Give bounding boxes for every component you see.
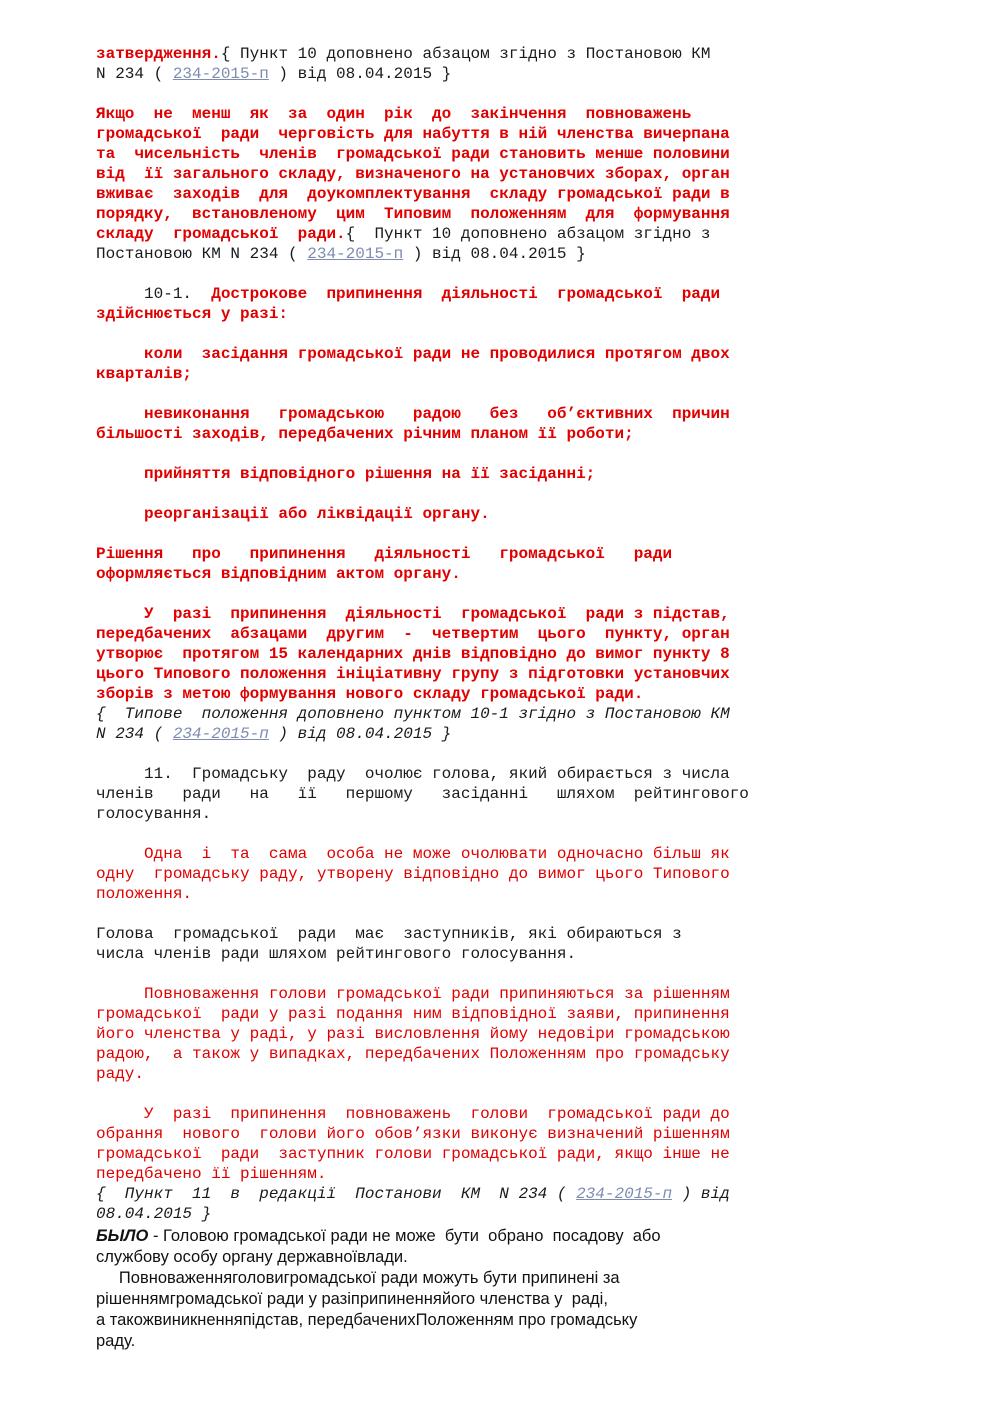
text-line: радою, а також у випадках, передбачених Положенням про громадську xyxy=(96,1045,730,1063)
old-text: - Головою громадської ради не може бути обрано посадову або xyxy=(148,1227,661,1245)
text-line: голосування. xyxy=(96,805,212,823)
text-line: коли засідання громадської ради не проводилися протягом двох xyxy=(96,345,730,363)
resolution-link[interactable]: 234-2015-п xyxy=(576,1185,673,1203)
note-text: Постановою КМ N 234 ( xyxy=(96,245,308,263)
text-line: раду. xyxy=(96,1065,145,1083)
old-version-line: а такожвиникненняпідстав, передбаченихПоложенням про громадську xyxy=(96,1311,638,1329)
paragraph-10-tail xyxy=(96,44,711,64)
text-line: здійснюється у разі: xyxy=(96,305,289,323)
text-line: прийняття відповідного рішення на її засіданні; xyxy=(96,465,596,483)
text-line: утворює протягом 15 календарних днів відповідно до вимог пункту 8 xyxy=(96,645,730,663)
bold-fragment: Дострокове припинення діяльності громадської ради xyxy=(211,285,721,303)
text-line: оформляється відповідним актом органу. xyxy=(96,565,461,583)
note-text: { Пункт 11 в редакції Постанови КМ N 234 ( xyxy=(96,1185,577,1203)
text-line: громадської ради заступник голови громадської ради, якщо інше не xyxy=(96,1145,730,1163)
text-line: членів ради на її першому засіданні шляхом рейтингового xyxy=(96,785,749,803)
amendment-note: { Пункт 10 доповнено абзацом згідно з Постановою КМ xyxy=(220,45,711,63)
clause-number: 10-1. xyxy=(96,285,212,303)
amendment-note-line xyxy=(96,724,451,744)
text-line: обрання нового голови його обов’язки виконує визначений рішенням xyxy=(96,1125,730,1143)
text-line: Повноваження голови громадської ради припиняються за рішенням xyxy=(96,985,730,1003)
text-line xyxy=(96,224,711,244)
note-text: N 234 ( xyxy=(96,65,173,83)
old-version-line: раду. xyxy=(96,1332,136,1350)
text-line: передбачено її рішенням. xyxy=(96,1165,327,1183)
text-line: одну громадську раду, утворену відповідно до вимог цього Типового xyxy=(96,865,730,883)
text-line: громадської ради у разі подання ним відповідної заяви, припинення xyxy=(96,1005,730,1023)
note-text: ) від xyxy=(672,1185,730,1203)
amendment-note: { Пункт 10 доповнено абзацом згідно з xyxy=(345,225,711,243)
text-line: громадської ради черговість для набуття в ній членства вичерпана xyxy=(96,125,730,143)
text-line: кварталів; xyxy=(96,365,193,383)
text-line: Голова громадської ради має заступників, які обираються з xyxy=(96,925,682,943)
text-line: більшості заходів, передбачених річним планом її роботи; xyxy=(96,425,634,443)
amendment-note-line xyxy=(96,64,451,84)
paragraph-10-1-heading xyxy=(96,284,720,304)
old-version-line: службову особу органу державноївлади. xyxy=(96,1248,408,1266)
bold-fragment: складу громадської ради. xyxy=(96,225,346,243)
text-line: цього Типового положення ініціативну групу з підготовки установчих xyxy=(96,665,730,683)
old-version-line: рішеннямгромадської ради у разіприпиненняйого членства у раді, xyxy=(96,1290,608,1308)
text-line: положення. xyxy=(96,885,193,903)
old-version-line xyxy=(96,1226,661,1247)
text-line: Рішення про припинення діяльності громадської ради xyxy=(96,545,673,563)
note-text: ) від 08.04.2015 } xyxy=(268,725,452,743)
text-line: У разі припинення діяльності громадської ради з підстав, xyxy=(96,605,730,623)
text-line: його членства у раді, у разі висловлення йому недовіри громадською xyxy=(96,1025,730,1043)
amendment-note: 08.04.2015 } xyxy=(96,1205,212,1223)
text-line: передбачених абзацами другим - четвертим цього пункту, орган xyxy=(96,625,730,643)
note-text: ) від 08.04.2015 } xyxy=(268,65,452,83)
text-line: Якщо не менш як за один рік до закінчення повноважень xyxy=(96,105,692,123)
text-line: Одна і та сама особа не може очолювати одночасно більш як xyxy=(96,845,730,863)
text-line: реорганізації або ліквідації органу. xyxy=(96,505,490,523)
amendment-note-line xyxy=(96,244,586,264)
old-version-label: БЫЛО xyxy=(96,1227,149,1245)
text-line: від її загального складу, визначеного на установчих зборах, орган xyxy=(96,165,730,183)
note-text: N 234 ( xyxy=(96,725,173,743)
resolution-link[interactable]: 234-2015-п xyxy=(172,725,269,743)
bold-fragment: затвердження. xyxy=(96,45,221,63)
text-line: числа членів ради шляхом рейтингового голосування. xyxy=(96,945,577,963)
amendment-note: { Типове положення доповнено пунктом 10-1 згідно з Постановою КМ xyxy=(96,705,730,723)
text-line: порядку, встановленому цим Типовим положенням для формування xyxy=(96,205,730,223)
text-line: невиконання громадською радою без об’єктивних причин xyxy=(96,405,730,423)
text-line: У разі припинення повноважень голови громадської ради до xyxy=(96,1105,730,1123)
note-text: ) від 08.04.2015 } xyxy=(403,245,586,263)
old-version-line: Повноваженняголовигромадської ради можуть бути припинені за xyxy=(96,1269,620,1287)
text-line: зборів з метою формування нового складу громадської ради. xyxy=(96,685,644,703)
text-line: та чисельність членів громадської ради становить менше половини xyxy=(96,145,730,163)
text-line: вживає заходів для доукомплектування складу громадської ради в xyxy=(96,185,730,203)
resolution-link[interactable]: 234-2015-п xyxy=(307,245,404,263)
amendment-note-line xyxy=(96,1184,730,1204)
resolution-link[interactable]: 234-2015-п xyxy=(172,65,269,83)
text-line: 11. Громадську раду очолює голова, який обирається з числа xyxy=(96,765,730,783)
